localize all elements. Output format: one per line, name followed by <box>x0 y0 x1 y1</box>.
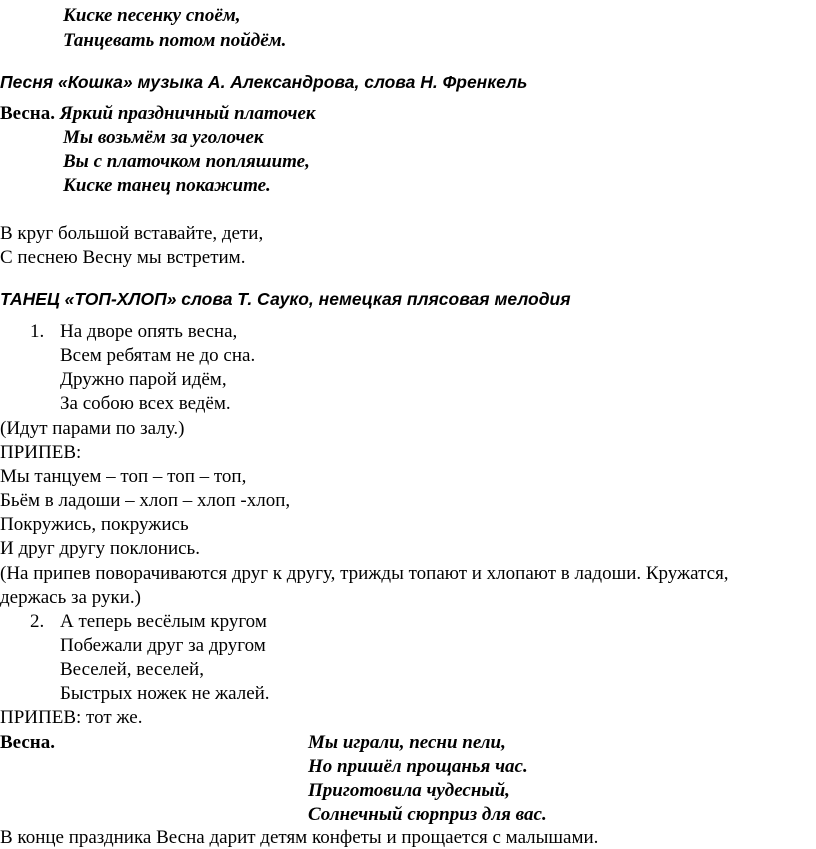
verse-line: 2. А теперь весёлым кругом <box>30 611 267 632</box>
verse-line: Быстрых ножек не жалей. <box>60 683 270 704</box>
verse-line: Веселей, веселей, <box>60 659 204 680</box>
speaker-label: Весна. <box>0 103 55 124</box>
poem-line: Но пришёл прощанья час. <box>308 756 528 777</box>
chorus-line: Покружись, покружись <box>0 514 189 535</box>
verse-number: 2. <box>30 611 45 632</box>
stage-note: (Идут парами по залу.) <box>0 418 185 439</box>
dance-heading: ТАНЕЦ «ТОП-ХЛОП» слова Т. Сауко, немецкая плясовая мелодия <box>0 289 571 309</box>
poem-line: Мы играли, песни пели, <box>308 732 506 753</box>
chorus-label: ПРИПЕВ: <box>0 442 82 463</box>
poem-line: Солнечный сюрприз для вас. <box>308 804 547 825</box>
poem-line: Киске песенку споём, <box>63 5 241 26</box>
chorus-repeat: ПРИПЕВ: тот же. <box>0 707 143 728</box>
speaker-label: Весна. <box>0 732 55 753</box>
verse-line: Дружно парой идём, <box>60 369 227 390</box>
stage-note: (На припев поворачиваются друг к другу, трижды топают и хлопают в ладоши. Кружатся, <box>0 563 729 584</box>
poem-line: Мы возьмём за уголочек <box>63 127 264 148</box>
verse-line: Всем ребятам не до сна. <box>60 345 256 366</box>
verse-line: За собою всех ведём. <box>60 393 231 414</box>
stage-note: держась за руки.) <box>0 587 141 608</box>
spring-first-line <box>0 102 316 125</box>
verse-line: 1. На дворе опять весна, <box>30 321 238 342</box>
text-line: В круг большой вставайте, дети, <box>0 223 264 244</box>
poem-line: Приготовила чудесный, <box>308 780 510 801</box>
song-heading: Песня «Кошка» музыка А. Александрова, слова Н. Френкель <box>0 72 528 92</box>
text-line: С песнею Весну мы встретим. <box>0 247 246 268</box>
chorus-line: Мы танцуем – топ – топ – топ, <box>0 466 247 487</box>
chorus-line: Бьём в ладоши – хлоп – хлоп -хлоп, <box>0 490 291 511</box>
poem-line: Танцевать потом пойдём. <box>63 30 287 51</box>
poem-line: Вы с платочком попляшите, <box>63 151 310 172</box>
verse-number: 1. <box>30 321 45 342</box>
poem-line: Киске танец покажите. <box>63 175 271 196</box>
poem-line: Яркий праздничный платочек <box>59 103 316 124</box>
verse-line: Побежали друг за другом <box>60 635 266 656</box>
closing-line: В конце праздника Весна дарит детям конфеты и прощается с малышами. <box>0 827 599 848</box>
chorus-line: И друг другу поклонись. <box>0 538 200 559</box>
